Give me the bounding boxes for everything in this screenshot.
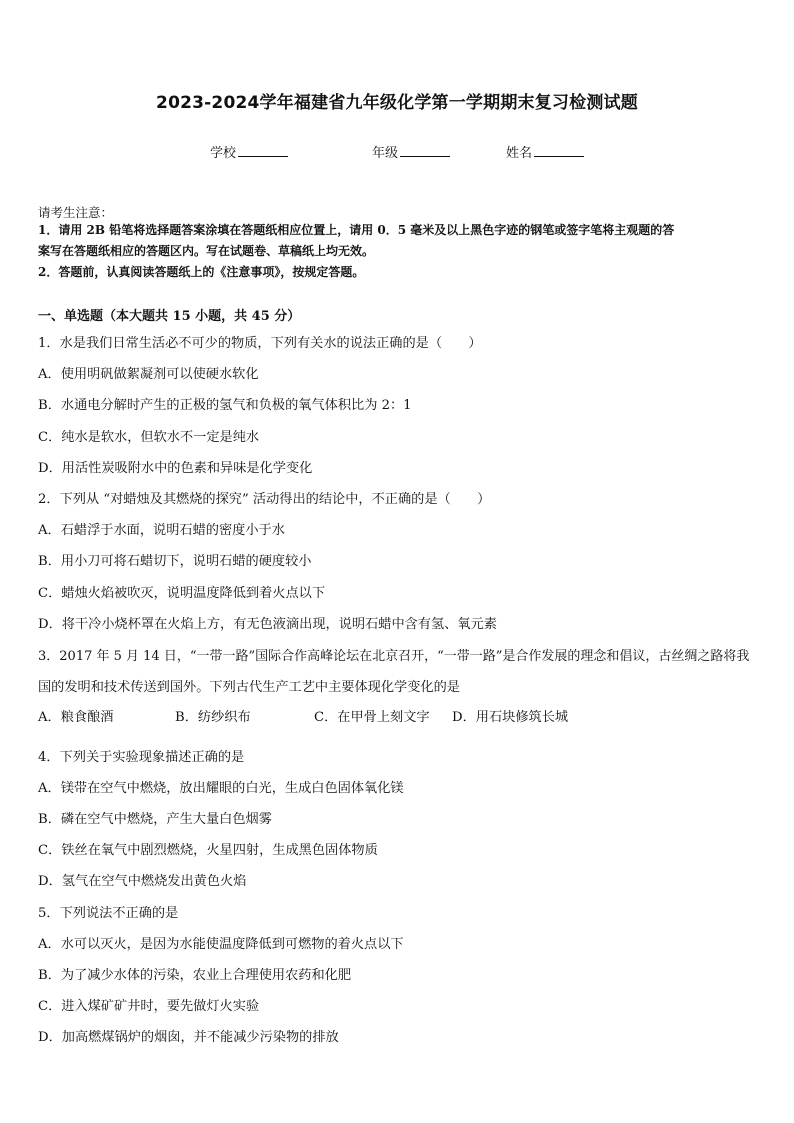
school-label: 学校 [210, 146, 237, 161]
notice-item-2: 2．答题前，认真阅读答题纸上的《注意事项》，按规定答题。 [38, 265, 365, 279]
q3-option-c: C．在甲骨上刻文字 [314, 710, 430, 725]
grade-label: 年级 [372, 146, 399, 161]
q5-option-d: D．加高燃煤锅炉的烟囱，并不能减少污染物的排放 [38, 1030, 339, 1045]
grade-field [372, 142, 450, 161]
exam-title: 2023-2024学年福建省九年级化学第一学期期末复习检测试题 [156, 93, 638, 113]
notice-heading: 请考生注意： [38, 205, 114, 220]
q1-option-b: B．水通电分解时产生的正极的氢气和负极的氧气体积比为 2：1 [38, 398, 412, 413]
q1-option-a: A．使用明矾做絮凝剂可以使硬水软化 [38, 367, 259, 382]
q1-stem: 1．水是我们日常生活必不可少的物质，下列有关水的说法正确的是（ ） [38, 336, 482, 351]
school-blank [238, 144, 288, 157]
q2-option-c: C．蜡烛火焰被吹灭，说明温度降低到着火点以下 [38, 586, 326, 601]
q5-option-c: C．进入煤矿矿井时，要先做灯火实验 [38, 999, 260, 1014]
q5-option-b: B．为了减少水体的污染，农业上合理使用农药和化肥 [38, 968, 352, 983]
name-blank [534, 144, 584, 157]
school-field [210, 142, 288, 161]
section-heading: 一、单选题（本大题共 15 小题，共 45 分） [38, 309, 301, 324]
q5-option-a: A．水可以灭火，是因为水能使温度降低到可燃物的着火点以下 [38, 937, 404, 952]
q4-option-b: B．磷在空气中燃烧，产生大量白色烟雾 [38, 812, 272, 827]
q2-option-a: A．石蜡浮于水面，说明石蜡的密度小于水 [38, 523, 285, 538]
name-field [506, 142, 584, 161]
q4-option-d: D．氢气在空气中燃烧发出黄色火焰 [38, 874, 247, 889]
q3-stem-line-1: 3．2017 年 5 月 14 日，“一带一路”国际合作高峰论坛在北京召开，“一带一路”是合作发展的理念和倡议，古丝绸之路将我 [38, 649, 750, 664]
q3-option-b: B．纺纱织布 [175, 710, 251, 725]
q4-stem: 4．下列关于实验现象描述正确的是 [38, 750, 245, 765]
q2-stem: 2．下列从 “对蜡烛及其燃烧的探究” 活动得出的结论中，不正确的是（ ） [38, 492, 491, 507]
grade-blank [400, 144, 450, 157]
q4-option-c: C．铁丝在氧气中剧烈燃烧，火星四射，生成黑色固体物质 [38, 843, 378, 858]
q2-option-d: D．将干冷小烧杯罩在火焰上方，有无色液滴出现，说明石蜡中含有氢、氧元素 [38, 617, 497, 632]
q4-option-a: A．镁带在空气中燃烧，放出耀眼的白光，生成白色固体氧化镁 [38, 781, 404, 796]
q1-option-c: C．纯水是软水，但软水不一定是纯水 [38, 430, 260, 445]
q1-option-d: D．用活性炭吸附水中的色素和异味是化学变化 [38, 461, 313, 476]
q5-stem: 5．下列说法不正确的是 [38, 906, 179, 921]
notice-item-1-line-2: 案写在答题纸相应的答题区内。写在试题卷、草稿纸上均无效。 [38, 244, 375, 258]
notice-item-1 [38, 220, 760, 262]
q3-option-a: A．粮食酿酒 [38, 710, 114, 725]
q3-stem-line-2: 国的发明和技术传送到国外。下列古代生产工艺中主要体现化学变化的是 [38, 680, 460, 695]
q2-option-b: B．用小刀可将石蜡切下，说明石蜡的硬度较小 [38, 554, 312, 569]
name-label: 姓名 [506, 146, 533, 161]
q3-option-d: D．用石块修筑长城 [452, 710, 569, 725]
notice-item-1-line-1: 1．请用 2B 铅笔将选择题答案涂填在答题纸相应位置上，请用 0．5 毫米及以上黑色字迹的钢笔或签字笔将主观题的答 [38, 223, 675, 237]
